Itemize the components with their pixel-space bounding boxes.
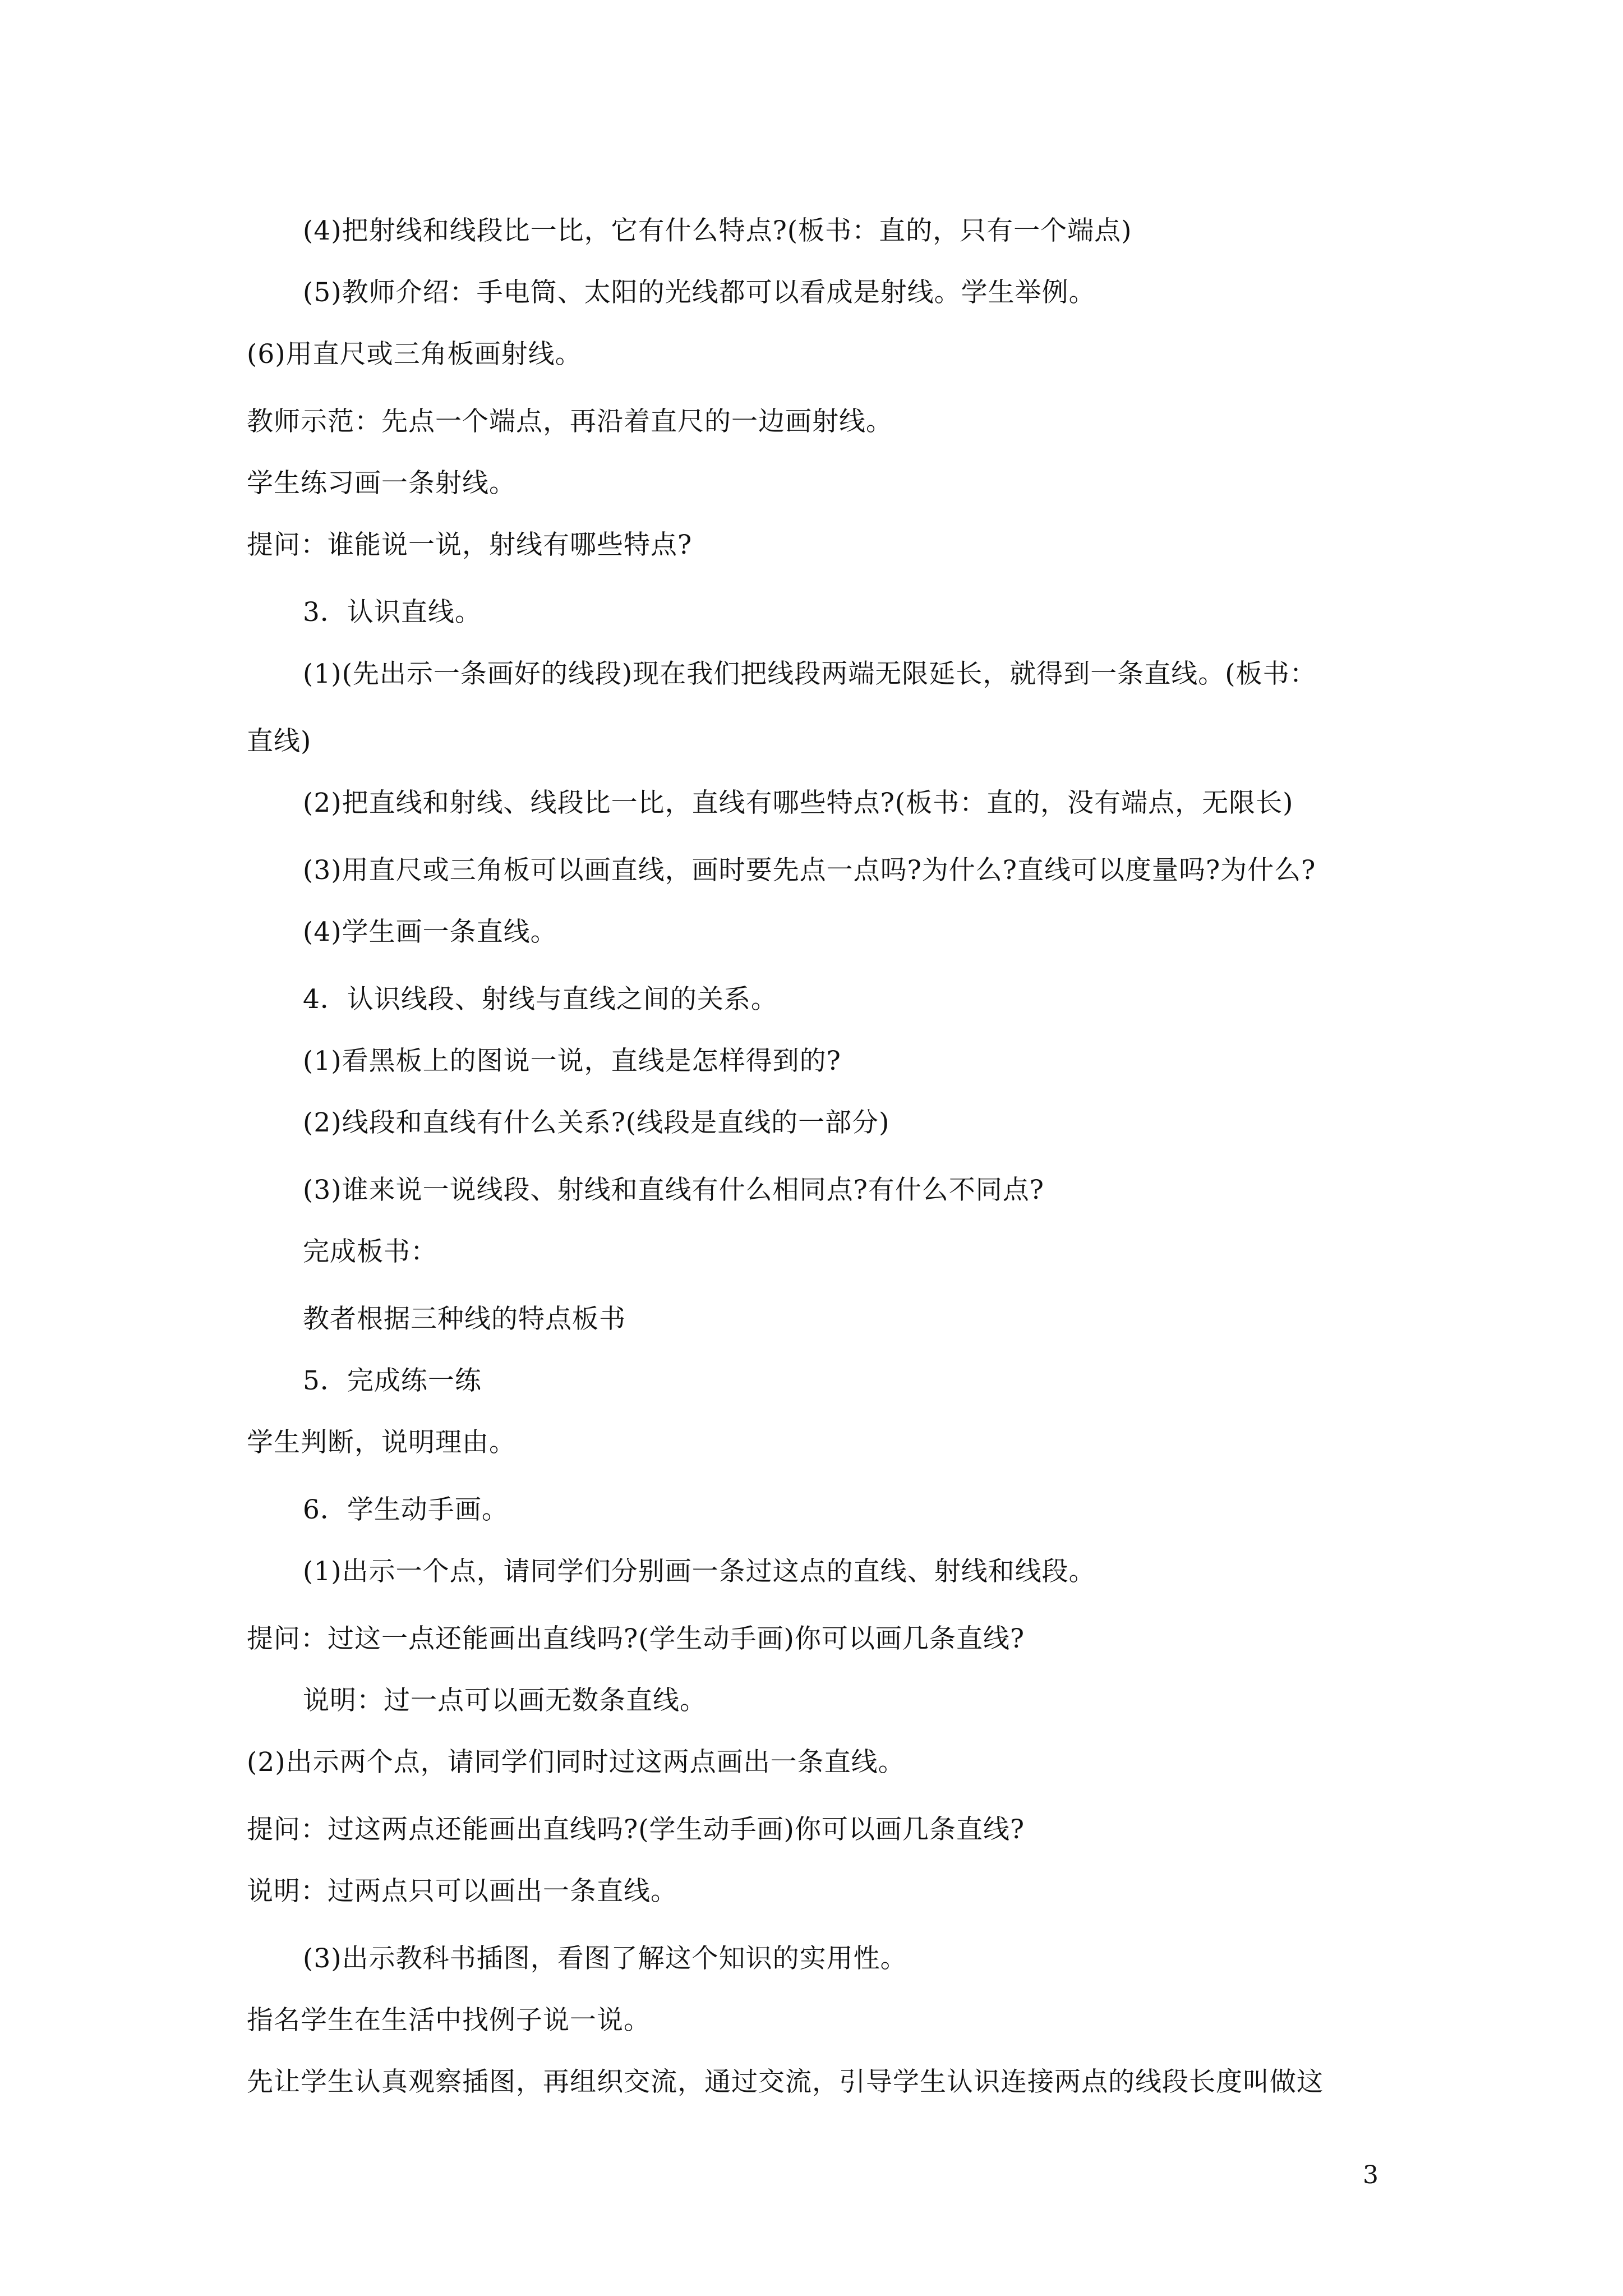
text-line-11: (3)用直尺或三角板可以画直线，画时要先点一点吗?为什么?直线可以度量吗?为什么?	[303, 855, 1316, 886]
text-line-10: (2)把直线和射线、线段比一比，直线有哪些特点?(板书：直的，没有端点，无限长)	[303, 788, 1294, 818]
text-line-14: (1)看黑板上的图说一说，直线是怎样得到的?	[303, 1046, 841, 1076]
text-line-19: 5．完成练一练	[303, 1365, 482, 1396]
text-line-23: 提问：过这一点还能画出直线吗?(学生动手画)你可以画几条直线?	[247, 1623, 1025, 1654]
text-line-22: (1)出示一个点，请同学们分别画一条过这点的直线、射线和线段。	[303, 1556, 1096, 1587]
text-line-16: (3)谁来说一说线段、射线和直线有什么相同点?有什么不同点?	[303, 1175, 1044, 1205]
text-line-12: (4)学生画一条直线。	[303, 917, 557, 947]
text-line-6: 提问：谁能说一说，射线有哪些特点?	[247, 530, 693, 560]
text-line-24: 说明：过一点可以画无数条直线。	[303, 1685, 707, 1716]
text-line-27: 说明：过两点只可以画出一条直线。	[247, 1876, 677, 1907]
text-line-29: 指名学生在生活中找例子说一说。	[247, 2005, 651, 2036]
text-line-28: (3)出示教科书插图，看图了解这个知识的实用性。	[303, 1943, 907, 1974]
text-line-8: (1)(先出示一条画好的线段)现在我们把线段两端无限延长，就得到一条直线。(板书：	[303, 659, 1317, 689]
text-line-4: 教师示范：先点一个端点，再沿着直尺的一边画射线。	[247, 406, 893, 437]
text-line-3: (6)用直尺或三角板画射线。	[247, 339, 582, 370]
text-line-5: 学生练习画一条射线。	[247, 468, 516, 499]
text-line-2: (5)教师介绍：手电筒、太阳的光线都可以看成是射线。学生举例。	[303, 277, 1096, 308]
text-line-13: 4．认识线段、射线与直线之间的关系。	[303, 984, 778, 1015]
text-line-20: 学生判断，说明理由。	[247, 1427, 516, 1458]
text-line-18: 教者根据三种线的特点板书	[303, 1304, 626, 1335]
text-line-25: (2)出示两个点，请同学们同时过这两点画出一条直线。	[247, 1747, 905, 1778]
text-line-15: (2)线段和直线有什么关系?(线段是直线的一部分)	[303, 1107, 890, 1138]
text-line-7: 3．认识直线。	[303, 597, 482, 628]
text-line-9: 直线)	[247, 726, 312, 757]
text-line-17: 完成板书：	[303, 1236, 437, 1267]
text-line-1: (4)把射线和线段比一比，它有什么特点?(板书：直的，只有一个端点)	[303, 215, 1132, 246]
text-line-30: 先让学生认真观察插图，再组织交流，通过交流，引导学生认识连接两点的线段长度叫做这	[247, 2067, 1324, 2097]
text-line-21: 6．学生动手画。	[303, 1494, 509, 1525]
text-line-26: 提问：过这两点还能画出直线吗?(学生动手画)你可以画几条直线?	[247, 1814, 1025, 1845]
page-number: 3	[1363, 2161, 1378, 2189]
